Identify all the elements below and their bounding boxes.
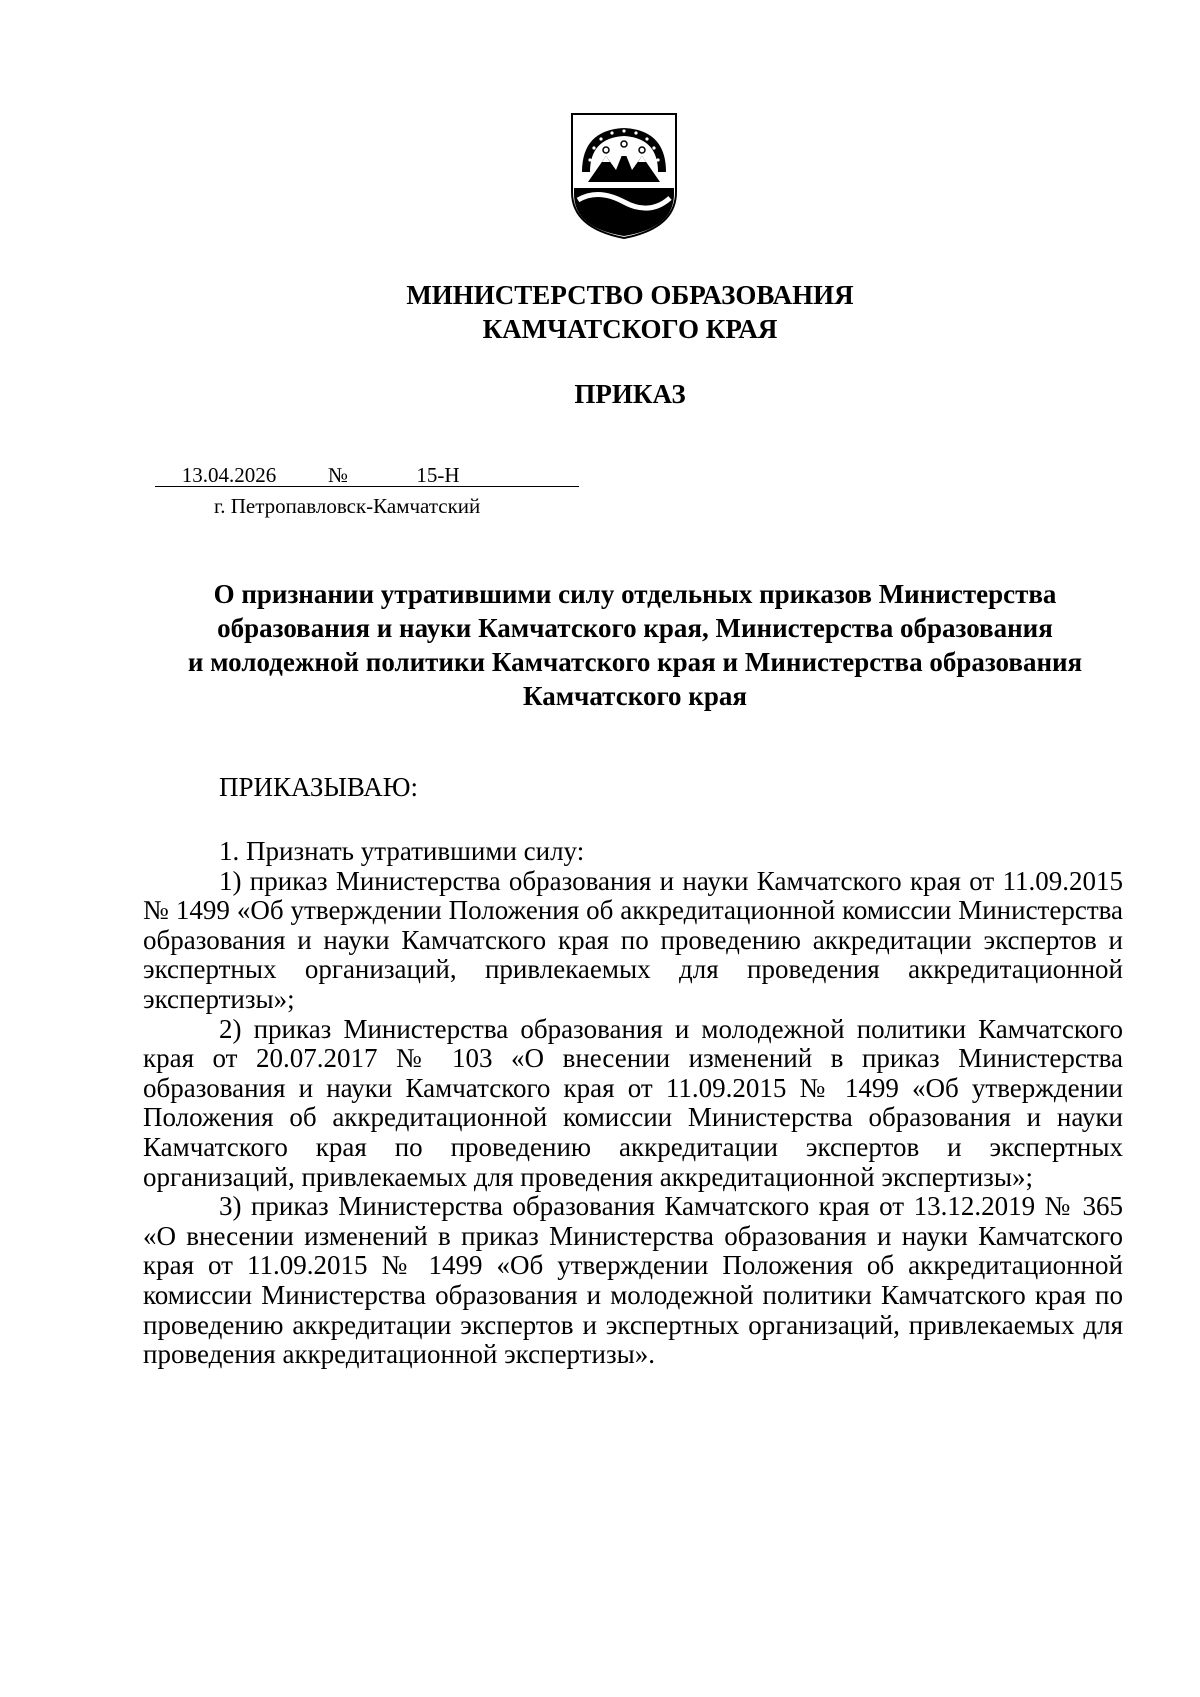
document-type-title: ПРИКАЗ — [574, 379, 686, 409]
order-subject — [135, 577, 1135, 713]
subject-line: образования и науки Камчатского края, Министерства образования — [217, 613, 1053, 643]
order-date: 13.04.2026 — [155, 463, 303, 487]
kamchatka-coat-of-arms-icon — [568, 110, 680, 242]
ministry-name-line2: КАМЧАТСКОГО КРАЯ — [482, 314, 778, 344]
order-command: ПРИКАЗЫВАЮ: — [219, 772, 418, 802]
order-body — [143, 837, 1123, 1370]
ministry-header — [0, 278, 1200, 346]
issue-city: г. Петропавловск-Камчатский — [214, 494, 481, 518]
body-paragraph: 1) приказ Министерства образования и науки Камчатского края от 11.09.2015 № 1499 «Об утверждении Положения об аккредитационной комиссии Министерства образования и науки Камчатского края по проведению аккредитации экспертов и экспертных организаций, привлекаемых для проведения аккредитационной экспертизы»; — [143, 865, 1123, 1014]
ministry-name-line1: МИНИСТЕРСТВО ОБРАЗОВАНИЯ — [406, 280, 854, 310]
order-number: 15-Н — [357, 463, 579, 487]
subject-line: О признании утратившими силу отдельных приказов Министерства — [213, 579, 1057, 609]
subject-line: Камчатского края — [523, 681, 747, 711]
body-paragraph: 2) приказ Министерства образования и молодежной политики Камчатского края от 20.07.2017 № 103 «О внесении изменений в приказ Министерства образования и науки Камчатского края от 11.09.2015 № 1499 «Об утверждении Положения об аккредитационной комиссии Министерства образования и науки Камчатского края по проведению аккредитации экспертов и экспертных организаций, привлекаемых для проведения аккредитационной экспертизы»; — [143, 1013, 1123, 1192]
number-sign: № — [328, 463, 349, 487]
body-paragraph: 3) приказ Министерства образования Камчатского края от 13.12.2019 № 365 «О внесении изменений в приказ Министерства образования и науки Камчатского края от 11.09.2015 № 1499 «Об утверждении Положения об аккредитационной комиссии Министерства образования и молодежной политики Камчатского края по проведению аккредитации экспертов и экспертных организаций, привлекаемых для проведения аккредитационной экспертизы». — [143, 1191, 1123, 1370]
body-paragraph: 1. Признать утратившими силу: — [219, 836, 585, 866]
subject-line: и молодежной политики Камчатского края и Министерства образования — [187, 647, 1083, 677]
